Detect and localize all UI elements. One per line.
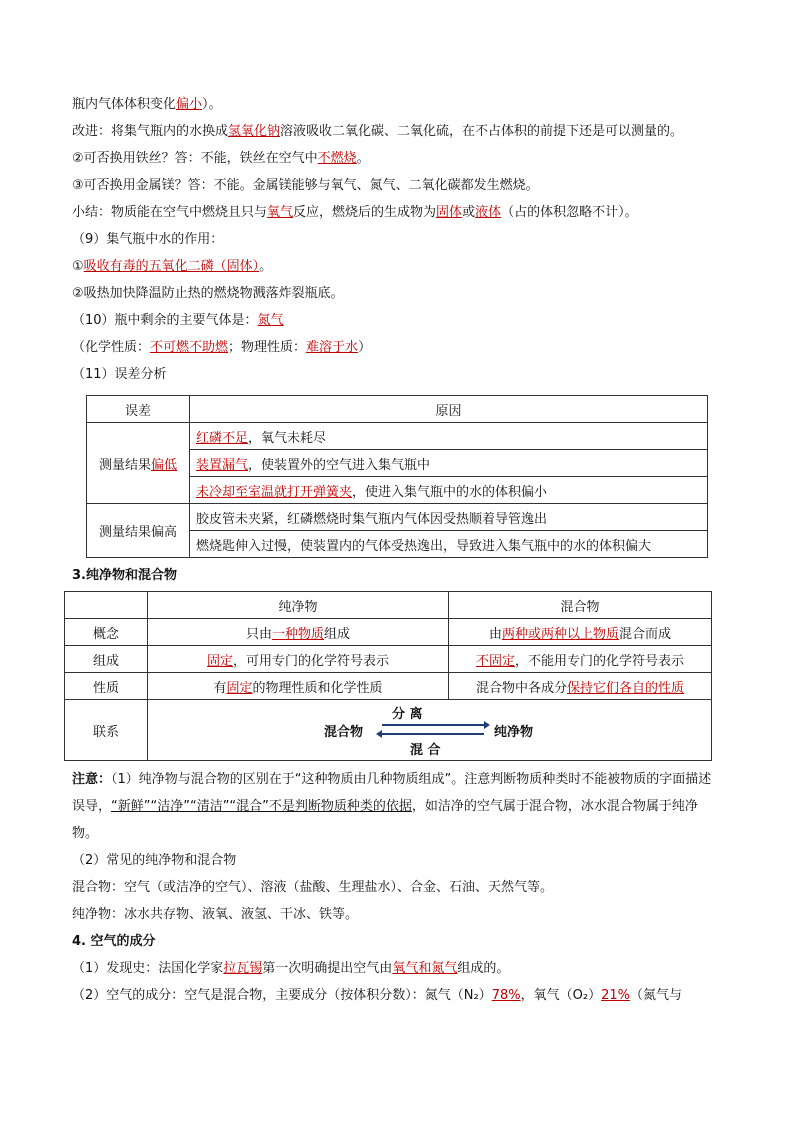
section-4-title: 4. 空气的成分	[72, 934, 156, 949]
answer-text: 不固定	[475, 653, 515, 669]
text: ）。	[202, 97, 222, 112]
text: （化学性质：	[72, 340, 151, 355]
text: 测量结果	[98, 457, 151, 473]
cell	[449, 673, 712, 700]
text: 由	[488, 626, 502, 642]
reason-cell	[190, 450, 708, 477]
answer-text: 固体	[436, 205, 463, 220]
line-6: （9）集气瓶中水的作用：	[72, 232, 224, 247]
reason-cell: 胶皮管未夹紧，红磷燃烧时集气瓶内气体因受热顺着导管逸出	[190, 504, 708, 531]
text: 反应，燃烧后的生成物为	[293, 205, 437, 220]
section-3-title: 3.纯净物和混合物	[72, 568, 177, 583]
text: （10）瓶中剩余的主要气体是：	[72, 313, 258, 328]
mixture-label: 混合物	[324, 725, 364, 740]
cell	[148, 646, 449, 673]
answer-text: 一种物质	[271, 626, 324, 642]
low-label	[87, 423, 190, 504]
answer-text: 不燃烧	[317, 151, 357, 166]
relation-diagram	[154, 702, 705, 758]
header-pure: 纯净物	[148, 592, 449, 619]
row-label: 性质	[65, 673, 148, 700]
answer-text: 难溶于水	[306, 340, 359, 355]
text: ①	[72, 259, 84, 274]
table-row	[65, 619, 712, 646]
answer-text: 拉瓦锡	[223, 961, 263, 976]
high-label: 测量结果偏高	[87, 504, 190, 558]
text: 改进：将集气瓶内的水换成	[72, 124, 229, 139]
cell	[449, 646, 712, 673]
line-a2	[72, 987, 682, 1005]
line-2	[72, 123, 683, 141]
answer-text: 保持它们各自的性质	[567, 680, 685, 696]
line-7	[72, 258, 272, 276]
answer-text: 液体	[475, 205, 502, 220]
text: ，氧气（O₂）	[520, 988, 602, 1003]
answer-text: 氧气	[267, 205, 294, 220]
text: 。	[356, 151, 370, 166]
table-row	[65, 673, 712, 700]
answer-text: 氧气和氮气	[392, 961, 458, 976]
answer-text: 未冷却至室温就打开弹簧夹	[196, 484, 353, 500]
answer-text: 两种或两种以上物质	[501, 626, 619, 642]
text: ，可用专门的化学符号表示	[233, 653, 390, 669]
table-row	[87, 396, 708, 423]
line-8: ②吸热加快降温防止热的燃烧物溅落炸裂瓶底。	[72, 286, 344, 301]
text: （1）发现史：法国化学家	[72, 961, 224, 976]
answer-text: 偏小	[176, 97, 203, 112]
header-mixture: 混合物	[449, 592, 712, 619]
text: ）	[358, 340, 372, 355]
table-row	[65, 592, 712, 619]
text: 第一次明确提出空气由	[262, 961, 393, 976]
text: （2）空气的成分：空气是混合物，主要成分（按体积分数）：氮气（N₂）	[72, 988, 492, 1003]
text: （1）纯净物与混合物的区别在于“这种物质由几种物质组成”。注意判断物质种类时不能被物质的字面描述误导，	[72, 772, 712, 814]
text: 混合物中各成分	[475, 680, 567, 696]
answer-text: 氮气	[257, 313, 284, 328]
relation-cell	[148, 700, 712, 761]
text: 小结：物质能在空气中燃烧且只与	[72, 205, 268, 220]
separate-label: 分 离	[392, 707, 423, 722]
text: ②可否换用铁丝？答：不能，铁丝在空气中	[72, 151, 318, 166]
text: 或	[462, 205, 476, 220]
answer-text: 21%	[601, 988, 630, 1003]
text: ，不能用专门的化学符号表示	[515, 653, 685, 669]
text: ；物理性质：	[228, 340, 307, 355]
pure-mixture-table	[64, 591, 712, 761]
row-label: 联系	[65, 700, 148, 761]
line-11: （11）误差分析	[72, 367, 167, 382]
text: 瓶内气体体积变化	[72, 97, 177, 112]
table-row	[65, 646, 712, 673]
reason-cell	[190, 423, 708, 450]
text: （氮气与	[629, 988, 682, 1003]
cell	[148, 619, 449, 646]
blank-cell	[65, 592, 148, 619]
table-row	[87, 504, 708, 531]
row-label: 概念	[65, 619, 148, 646]
answer-text: 固定	[206, 653, 233, 669]
table-row	[87, 423, 708, 450]
note-paragraph	[72, 766, 722, 847]
table-row	[65, 700, 712, 761]
underline-text: “新鲜”“洁净”“清洁”“混合”不是判断物质种类的依据	[111, 799, 412, 814]
mix-label: 混 合	[410, 743, 441, 758]
header-error: 误差	[87, 396, 190, 423]
text: 有	[213, 680, 227, 696]
cell	[148, 673, 449, 700]
text: 组成的。	[457, 961, 510, 976]
reason-cell	[190, 477, 708, 504]
text: 只由	[245, 626, 272, 642]
line-10	[72, 339, 371, 357]
text: 。	[259, 259, 273, 274]
pure-label: 纯净物	[494, 725, 534, 740]
text: ，使进入集气瓶中的水的体积偏小	[352, 484, 548, 500]
text: 组成	[324, 626, 351, 642]
line-1	[72, 96, 222, 114]
answer-text: 不可燃不助燃	[150, 340, 229, 355]
text: ，使装置外的空气进入集气瓶中	[248, 457, 431, 473]
answer-text: 固定	[226, 680, 253, 696]
error-analysis-table	[86, 395, 708, 558]
answer-text: 78%	[491, 988, 521, 1003]
reason-cell: 燃烧匙伸入过慢，使装置内的气体受热逸出，导致进入集气瓶中的水的体积偏大	[190, 531, 708, 558]
line-n3: 混合物：空气（或洁净的空气）、溶液（盐酸、生理盐水）、合金、石油、天然气等。	[72, 880, 554, 895]
text: 混合而成	[619, 626, 672, 642]
row-label: 组成	[65, 646, 148, 673]
answer-text: 吸收有毒的五氧化二磷（固体）	[83, 259, 260, 274]
cell	[449, 619, 712, 646]
note-label: 注意：	[72, 772, 112, 787]
line-n4: 纯净物：冰水共存物、液氧、液氢、干冰、铁等。	[72, 907, 359, 922]
line-a1	[72, 960, 509, 978]
text: ，氧气未耗尽	[248, 430, 327, 446]
line-3	[72, 150, 370, 168]
answer-text: 红磷不足	[196, 430, 249, 446]
text: （占的体积忽略不计）。	[501, 205, 638, 220]
text: ，如洁净的空气属于混合物，冰水混合物属于纯净物。	[72, 799, 698, 841]
line-5	[72, 204, 638, 222]
text: 的物理性质和化学性质	[252, 680, 383, 696]
answer-text: 装置漏气	[196, 457, 249, 473]
text: 溶液吸收二氧化碳、二氧化硫，在不占体积的前提下还是可以测量的。	[280, 124, 684, 139]
line-4: ③可否换用金属镁？答：不能。金属镁能够与氧气、氮气、二氧化碳都发生燃烧。	[72, 178, 539, 193]
header-reason: 原因	[190, 396, 708, 423]
answer-text: 偏低	[151, 457, 178, 473]
double-arrow-icon	[376, 720, 490, 740]
answer-text: 氢氧化钠	[228, 124, 281, 139]
line-n2: （2）常见的纯净物和混合物	[72, 853, 237, 868]
line-9	[72, 312, 284, 330]
